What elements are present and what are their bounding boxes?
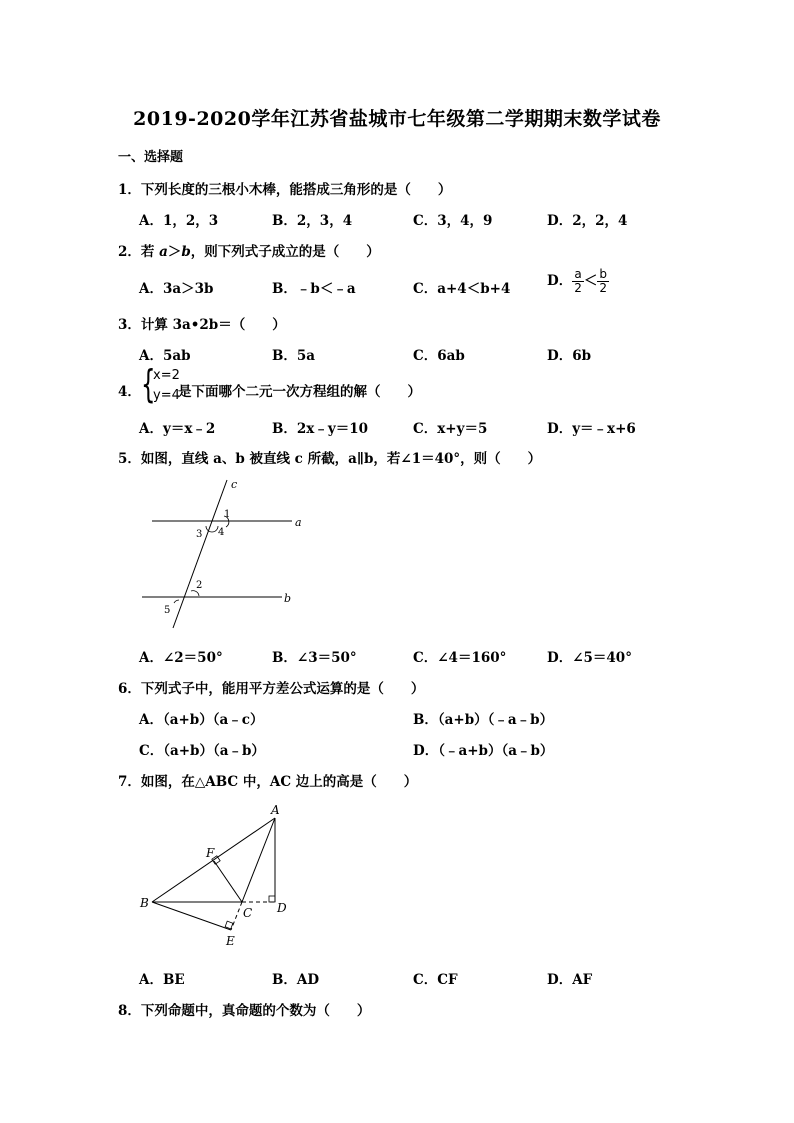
label-c: c [231, 478, 238, 491]
fraction-b-over-2 [597, 268, 609, 295]
question-6-option-d[interactable]: D．（﹣a+b）（a﹣b） [413, 743, 554, 759]
angle-2-arc [191, 591, 199, 596]
label-b: b [284, 592, 292, 605]
angle-5-arc [174, 600, 179, 603]
question-3-option-c[interactable]: C．6ab [413, 348, 465, 364]
section-heading: 一、选择题 [118, 150, 184, 165]
question-6-option-b[interactable]: B．（a+b）（﹣a﹣b） [413, 712, 554, 728]
point-d-label: D [277, 901, 287, 915]
question-7-option-a[interactable]: A．BE [139, 972, 185, 988]
question-6-option-a[interactable]: A．（a+b）（a﹣c） [139, 712, 264, 728]
system-line-1: x=2 [153, 368, 180, 383]
question-5-option-a[interactable]: A．∠2＝50° [139, 650, 223, 666]
var-a: a [159, 244, 168, 260]
question-1-option-c[interactable]: C．3，4，9 [413, 213, 493, 229]
system-line-2: y=4 [153, 388, 180, 403]
question-3-option-b[interactable]: B．5a [272, 348, 316, 364]
question-7-option-c[interactable]: C．CF [413, 972, 458, 988]
fraction-denominator: 2 [574, 281, 582, 295]
label-angle-3: 3 [196, 529, 203, 540]
question-7-stem: 7．如图，在△ABC 中，AC 边上的高是（ ） [118, 774, 418, 790]
vertex-c-label: C [243, 906, 253, 920]
question-2-stem [118, 240, 380, 260]
question-1-option-b[interactable]: B．2，3，4 [272, 213, 353, 229]
question-5-option-d[interactable]: D．∠5＝40° [547, 650, 632, 666]
line-c [173, 480, 227, 628]
question-4-stem: 是下面哪个二元一次方程组的解（ ） [178, 384, 421, 400]
point-f-label: F [206, 846, 215, 860]
point-e-label: E [226, 934, 235, 948]
vertex-a-label: A [271, 803, 280, 817]
fraction-numerator: b [597, 268, 609, 282]
question-1-option-d[interactable]: D．2，2，4 [547, 213, 628, 229]
triangle-figure [130, 800, 310, 950]
parallel-lines-figure [130, 470, 320, 635]
question-5-option-c[interactable]: C．∠4＝160° [413, 650, 507, 666]
label-angle-4: 4 [218, 527, 225, 538]
altitude-cf [214, 861, 242, 902]
var-b: b [181, 244, 191, 260]
label-angle-5: 5 [164, 605, 171, 616]
label-angle-2: 2 [196, 580, 203, 591]
fraction-numerator: a [572, 268, 584, 282]
fraction-denominator: 2 [599, 281, 607, 295]
question-4-option-d[interactable]: D．y＝﹣x+6 [547, 421, 636, 437]
side-ab [152, 818, 275, 902]
question-6-option-c[interactable]: C．（a+b）（a﹣b） [139, 743, 265, 759]
question-4-number: 4． [118, 384, 141, 400]
question-4-option-c[interactable]: C．x+y＝5 [413, 421, 488, 437]
question-8-stem: 8．下列命题中，真命题的个数为（ ） [118, 1003, 371, 1019]
question-5-stem: 5．如图，直线 a、b 被直线 c 所截，a∥b，若∠1＝40°，则（ ） [118, 451, 542, 467]
question-5-option-b[interactable]: B．∠3＝50° [272, 650, 357, 666]
angle-3-4-arc [206, 526, 218, 532]
left-brace-icon: { [141, 362, 156, 406]
question-4-option-b[interactable]: B．2x﹣y＝10 [272, 421, 368, 437]
question-1-option-a[interactable]: A．1，2，3 [139, 213, 219, 229]
question-7-option-b[interactable]: B．AD [272, 972, 320, 988]
question-2-option-d-prefix: D． [547, 273, 573, 289]
question-4-option-a[interactable]: A．y＝x﹣2 [139, 421, 216, 437]
right-angle-mark-e [225, 921, 233, 929]
question-3-stem: 3．计算 3a•2b＝（ ） [118, 317, 286, 333]
equation-system [141, 362, 181, 408]
question-3-option-a[interactable]: A．5ab [139, 348, 191, 364]
fraction-a-over-2 [572, 268, 584, 295]
label-a: a [295, 516, 302, 529]
altitude-be [152, 902, 231, 930]
gt-sign: ＞ [167, 244, 182, 260]
question-7-option-d[interactable]: D．AF [547, 972, 593, 988]
question-2-option-b[interactable]: B．﹣b＜﹣a [272, 281, 356, 297]
question-2-option-d[interactable] [547, 268, 609, 295]
question-2-stem-suffix: ，则下列式子成立的是（ ） [190, 244, 380, 260]
label-angle-1: 1 [224, 509, 231, 520]
vertex-b-label: B [140, 896, 149, 910]
question-2-stem-prefix: 2．若 [118, 244, 160, 260]
right-angle-mark-d [269, 896, 275, 902]
page-title: 2019-2020学年江苏省盐城市七年级第二学期期末数学试卷 [133, 108, 661, 130]
side-ac [242, 818, 275, 902]
question-2-option-a[interactable]: A．3a＞3b [139, 281, 214, 297]
question-1-stem: 1．下列长度的三根小木棒，能搭成三角形的是（ ） [118, 182, 452, 198]
question-3-option-d[interactable]: D．6b [547, 348, 592, 364]
question-2-option-c[interactable]: C．a+4＜b+4 [413, 281, 511, 297]
question-6-stem: 6．下列式子中，能用平方差公式运算的是（ ） [118, 681, 425, 697]
lt-sign: ＜ [583, 273, 598, 289]
extension-ce [231, 902, 242, 930]
